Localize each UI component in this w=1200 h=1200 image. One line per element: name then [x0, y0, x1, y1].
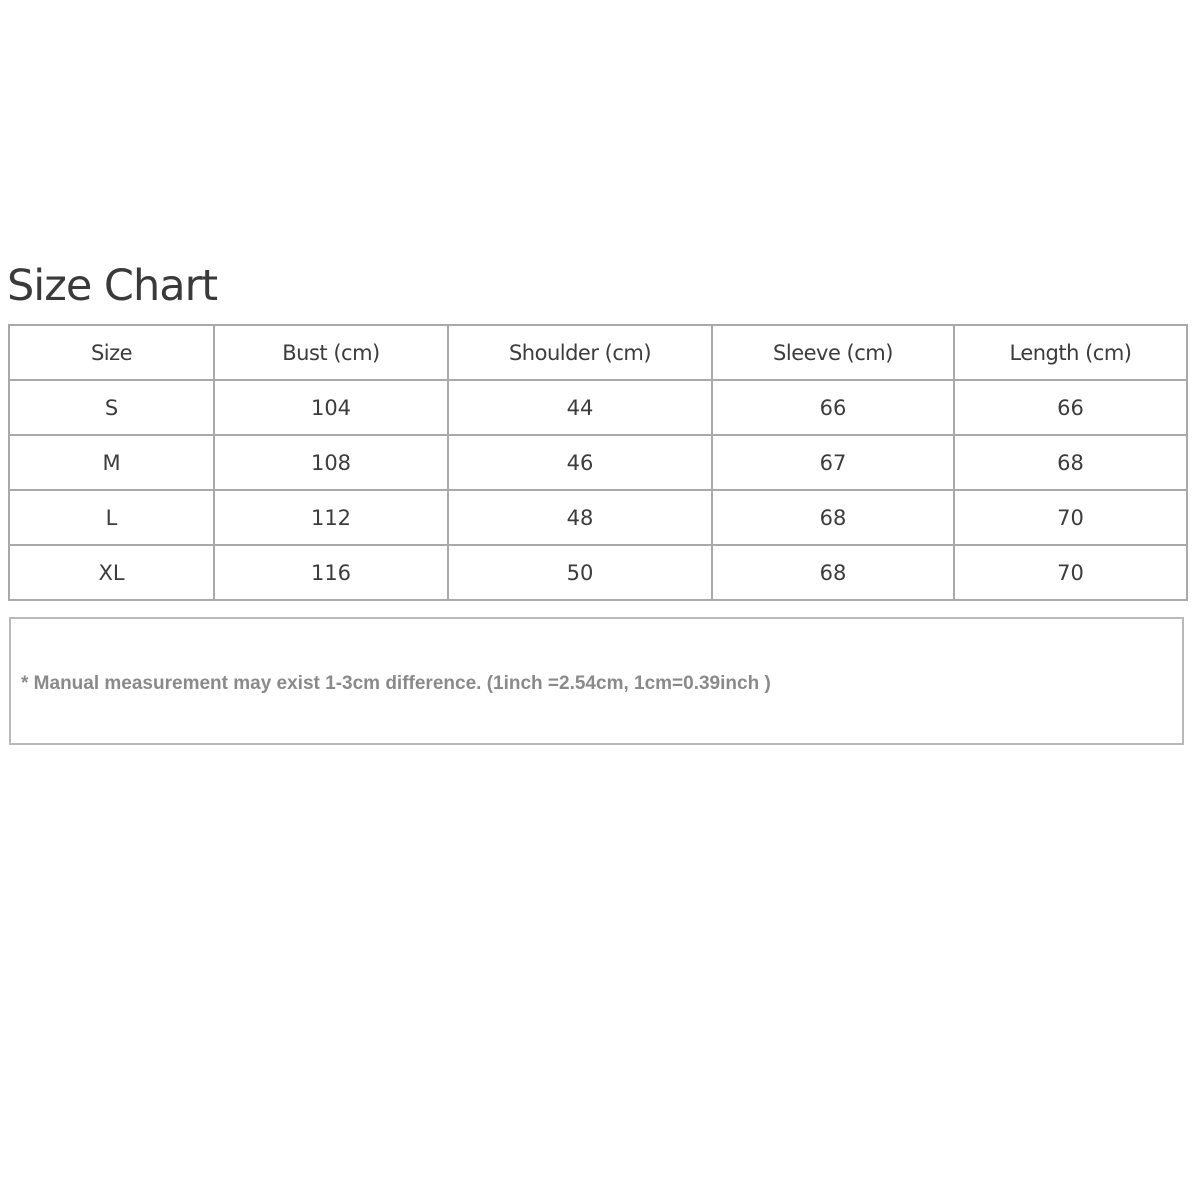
page-title: Size Chart: [7, 261, 218, 311]
size-chart-table: [8, 324, 1188, 601]
cell-sleeve: 67: [712, 435, 954, 490]
cell-sleeve: 66: [712, 380, 954, 435]
cell-shoulder: 44: [448, 380, 712, 435]
table-row: [9, 545, 1187, 600]
cell-shoulder: 50: [448, 545, 712, 600]
column-header-length: Length (cm): [954, 325, 1187, 380]
cell-size: M: [9, 435, 214, 490]
cell-sleeve: 68: [712, 490, 954, 545]
column-header-shoulder: Shoulder (cm): [448, 325, 712, 380]
table-header-row: [9, 325, 1187, 380]
cell-size: L: [9, 490, 214, 545]
cell-shoulder: 46: [448, 435, 712, 490]
measurement-note-box: [9, 617, 1184, 745]
cell-size: S: [9, 380, 214, 435]
cell-sleeve: 68: [712, 545, 954, 600]
column-header-sleeve: Sleeve (cm): [712, 325, 954, 380]
column-header-bust: Bust (cm): [214, 325, 448, 380]
measurement-note: * Manual measurement may exist 1-3cm difference. (1inch =2.54cm, 1cm=0.39inch ): [21, 673, 771, 694]
cell-size: XL: [9, 545, 214, 600]
table-row: [9, 490, 1187, 545]
table-row: [9, 435, 1187, 490]
cell-length: 70: [954, 545, 1187, 600]
cell-shoulder: 48: [448, 490, 712, 545]
cell-length: 66: [954, 380, 1187, 435]
column-header-size: Size: [9, 325, 214, 380]
cell-bust: 116: [214, 545, 448, 600]
cell-length: 68: [954, 435, 1187, 490]
cell-bust: 104: [214, 380, 448, 435]
table-row: [9, 380, 1187, 435]
cell-length: 70: [954, 490, 1187, 545]
cell-bust: 112: [214, 490, 448, 545]
cell-bust: 108: [214, 435, 448, 490]
